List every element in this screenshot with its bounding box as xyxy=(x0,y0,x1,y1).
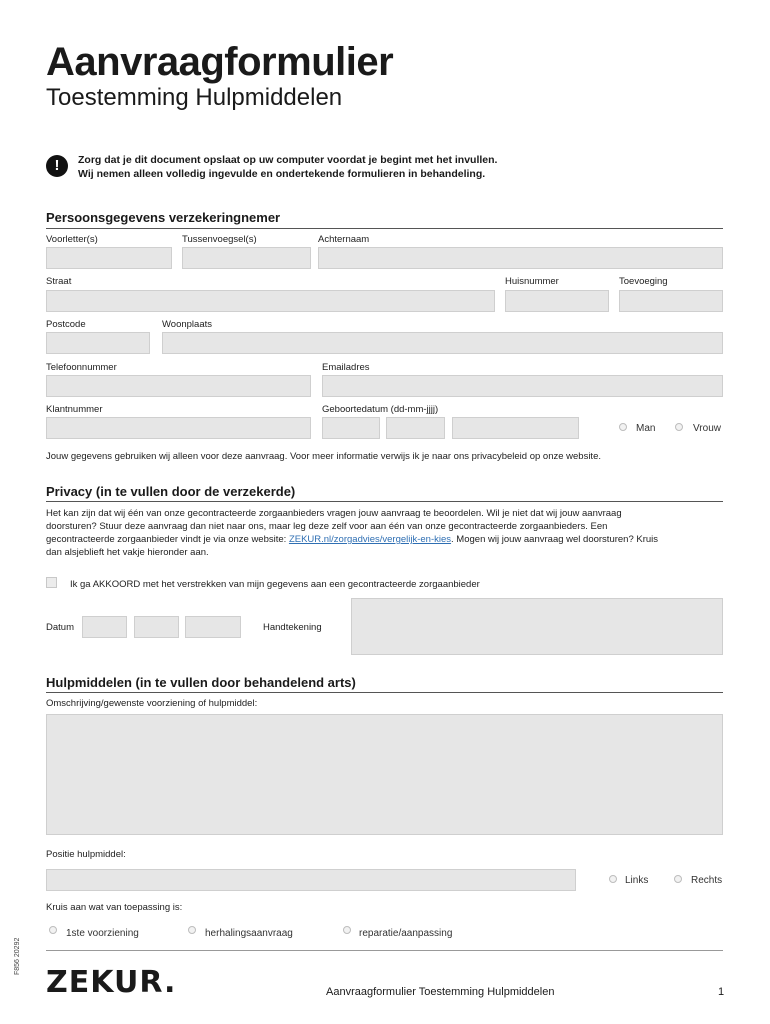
omschrijving-field[interactable] xyxy=(46,714,723,835)
option-herhalingsaanvraag-radio[interactable] xyxy=(188,926,196,934)
positie-rechts-radio[interactable] xyxy=(674,875,682,883)
notice-text xyxy=(78,153,497,181)
positie-field[interactable] xyxy=(46,869,576,891)
handtekening-field[interactable] xyxy=(351,598,723,655)
page-title: Aanvraagformulier xyxy=(46,40,394,84)
privacy-text-line-4: dan alsjeblieft het vakje hieronder aan. xyxy=(46,547,209,558)
omschrijving-label: Omschrijving/gewenste voorziening of hulpmiddel: xyxy=(46,698,258,709)
gender-vrouw-radio[interactable] xyxy=(675,423,683,431)
klantnummer-label: Klantnummer xyxy=(46,404,103,415)
section-title-privacy: Privacy (in te vullen door de verzekerde) xyxy=(46,484,296,499)
option-1ste-voorziening-label: 1ste voorziening xyxy=(66,928,139,939)
consent-label: Ik ga AKKOORD met het verstrekken van mijn gegevens aan een gecontracteerde zorgaanbieder xyxy=(70,579,480,590)
exclamation-icon: ! xyxy=(46,155,68,177)
datum-day-field[interactable] xyxy=(82,616,127,638)
option-reparatie-radio[interactable] xyxy=(343,926,351,934)
email-label: Emailadres xyxy=(322,362,370,373)
voorletters-label: Voorletter(s) xyxy=(46,234,98,245)
section-title-hulpmiddelen: Hulpmiddelen (in te vullen door behandelend arts) xyxy=(46,675,356,690)
geboortedatum-day-field[interactable] xyxy=(322,417,380,439)
zorgadvies-link[interactable]: ZEKUR.nl/zorgadvies/vergelijk-en-kies xyxy=(288,534,452,545)
consent-checkbox[interactable] xyxy=(46,577,57,588)
huisnummer-field[interactable] xyxy=(505,290,609,312)
voorletters-field[interactable] xyxy=(46,247,172,269)
toevoeging-label: Toevoeging xyxy=(619,276,668,287)
postcode-field[interactable] xyxy=(46,332,150,354)
privacy-text-line-3 xyxy=(46,533,726,546)
section-divider xyxy=(46,501,723,502)
option-herhalingsaanvraag-label: herhalingsaanvraag xyxy=(205,928,293,939)
tussenvoegsel-field[interactable] xyxy=(182,247,311,269)
notice-line-1: Zorg dat je dit document opslaat op uw computer voordat je begint met het invullen. xyxy=(78,154,498,166)
straat-label: Straat xyxy=(46,276,72,287)
handtekening-label: Handtekening xyxy=(263,622,322,633)
footer-doc-title: Aanvraagformulier Toestemming Hulpmiddelen xyxy=(326,986,555,998)
telefoon-field[interactable] xyxy=(46,375,311,397)
zekur-logo: ZEKUR. xyxy=(46,965,177,1000)
footer-divider xyxy=(46,950,723,951)
toepassing-label: Kruis aan wat van toepassing is: xyxy=(46,902,183,913)
positie-links-radio[interactable] xyxy=(609,875,617,883)
huisnummer-label: Huisnummer xyxy=(505,276,559,287)
gender-vrouw-label: Vrouw xyxy=(693,423,721,434)
woonplaats-label: Woonplaats xyxy=(162,319,212,330)
gender-man-label: Man xyxy=(636,423,656,434)
option-reparatie-label: reparatie/aanpassing xyxy=(359,928,453,939)
document-code: F856 20292 xyxy=(14,937,21,975)
positie-links-label: Links xyxy=(625,875,649,886)
privacy-note: Jouw gegevens gebruiken wij alleen voor deze aanvraag. Voor meer informatie verwijs ik je naar ons privacybeleid op onze website. xyxy=(46,451,601,462)
page-subtitle: Toestemming Hulpmiddelen xyxy=(46,84,343,111)
datum-label: Datum xyxy=(46,622,74,633)
achternaam-label: Achternaam xyxy=(318,234,370,245)
geboortedatum-month-field[interactable] xyxy=(386,417,445,439)
page-number: 1 xyxy=(718,986,725,998)
positie-rechts-label: Rechts xyxy=(691,875,723,886)
email-field[interactable] xyxy=(322,375,723,397)
privacy-text-line-3-post: . Mogen wij jouw aanvraag wel doorsturen? Kruis xyxy=(451,534,659,545)
achternaam-field[interactable] xyxy=(318,247,723,269)
option-1ste-voorziening-radio[interactable] xyxy=(49,926,57,934)
postcode-label: Postcode xyxy=(46,319,86,330)
positie-label: Positie hulpmiddel: xyxy=(46,849,126,860)
datum-year-field[interactable] xyxy=(185,616,241,638)
telefoon-label: Telefoonnummer xyxy=(46,362,117,373)
klantnummer-field[interactable] xyxy=(46,417,311,439)
datum-month-field[interactable] xyxy=(134,616,179,638)
geboortedatum-label: Geboortedatum (dd-mm-jjjj) xyxy=(322,404,439,415)
gender-man-radio[interactable] xyxy=(619,423,627,431)
woonplaats-field[interactable] xyxy=(162,332,723,354)
straat-field[interactable] xyxy=(46,290,495,312)
section-divider xyxy=(46,692,723,693)
tussenvoegsel-label: Tussenvoegsel(s) xyxy=(182,234,257,245)
privacy-text-line-1: Het kan zijn dat wij één van onze gecontracteerde zorgaanbieders vragen jouw aanvraag te beoordelen. Wil je niet dat wij jouw aanvraag xyxy=(46,508,622,519)
section-divider xyxy=(46,228,723,229)
geboortedatum-year-field[interactable] xyxy=(452,417,579,439)
toevoeging-field[interactable] xyxy=(619,290,723,312)
section-title-personal: Persoonsgegevens verzekeringnemer xyxy=(46,210,281,225)
notice-line-2: Wij nemen alleen volledig ingevulde en ondertekende formulieren in behandeling. xyxy=(78,168,486,180)
privacy-text-line-3-pre: gecontracteerde zorgaanbieder vindt je via onze website: xyxy=(46,534,289,545)
privacy-text xyxy=(46,507,726,559)
privacy-text-line-2: doorsturen? Stuur deze aanvraag dan niet naar ons, maar leg deze zelf voor aan één van onze gecontracteerde zorgaanbieders. Een xyxy=(46,521,608,532)
